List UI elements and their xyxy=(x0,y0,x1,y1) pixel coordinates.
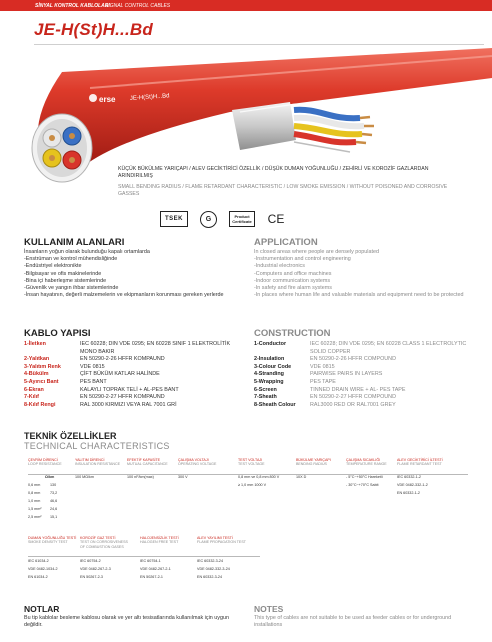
cable-brand-print: erse xyxy=(99,95,116,104)
construction-key: 3-Yalıtım Renk xyxy=(24,363,61,370)
construction-key: 2-Yalıtkan xyxy=(24,356,50,363)
header-capacitance xyxy=(127,458,172,467)
construction-value: ÇİFT BÜKÜM KATLAR HALİNDE xyxy=(80,371,160,378)
header-en: HALOGEN FREE TEST xyxy=(140,540,179,545)
header-tr: TEST VOLTAJI xyxy=(238,458,263,462)
shield-foil xyxy=(232,102,296,150)
construction-value: EN 50290-2-27 HFFR COMPOUND xyxy=(310,394,396,401)
construction-value: EN 50290-2-27 HFFR KOMPAUND xyxy=(80,394,165,401)
header-insulation xyxy=(75,458,120,467)
construction-row xyxy=(254,371,474,379)
construction-row xyxy=(24,371,239,379)
construction-row xyxy=(254,387,474,395)
construction-value: KALAYLI TOPRAK TELİ + AL-PES BANT xyxy=(80,386,179,393)
cable-code-print: JE-H(St)H...Bd xyxy=(129,93,170,102)
test-voltage-value: 0,8 mm ve 0,8 mm 800 V xyxy=(238,475,280,479)
category-bar xyxy=(0,0,492,11)
header-tr: EFEKTİF KAPASİTE xyxy=(127,458,161,462)
gost-badge: G xyxy=(200,211,217,228)
header-en: TEST VOLTAGE xyxy=(238,462,265,467)
loop-size: 0,8 mm xyxy=(28,491,41,495)
loop-size: 2,5 mm² xyxy=(28,515,42,519)
header-en: BENDING RADIUS xyxy=(296,462,327,467)
flame-value: VDE 0482-332-1-2 xyxy=(397,483,428,487)
header-en: FLAME PROPAGATION TEST xyxy=(197,540,246,545)
construction-row xyxy=(254,402,474,410)
construction-row xyxy=(24,394,239,402)
header-tr: YALITIM DİRENCİ xyxy=(75,458,105,462)
category-tr: SİNYAL KONTROL KABLOLARI xyxy=(35,3,110,9)
header-temperature xyxy=(346,458,394,467)
header-flame-retardant xyxy=(397,458,467,467)
construction-key: 6-Ekran xyxy=(24,386,44,393)
loop-unit: Ω/km xyxy=(45,475,55,479)
propagation-test-value: EN 60332-3-24 xyxy=(197,575,223,579)
construction-key: 2-Insulation xyxy=(254,356,285,363)
usage-item: -In places where human life and valuable materials and equipment need to be protected xyxy=(254,292,464,299)
table2-header-rule xyxy=(28,556,260,557)
construction-table-en xyxy=(254,341,474,409)
construction-row xyxy=(254,364,474,372)
smoke-test-value: IEC 61034-2 xyxy=(28,559,49,563)
construction-key: 5-Ayırıcı Bant xyxy=(24,378,59,385)
usage-title-tr: KULLANIM ALANLARI xyxy=(24,237,125,248)
technical-title-en: TECHNICAL CHARACTERISTICS xyxy=(24,441,170,451)
category-en: SIGNAL CONTROL CABLES xyxy=(105,3,171,9)
features-tr: KÜÇÜK BÜKÜLME YARIÇAPI / ALEV GECİKTİRİCİ ÖZELLİK / DÜŞÜK DUMAN YOĞUNLUĞU / ZEHİRLİ VE KOROZİF GAZLARDAN ARINDIRILMIŞ xyxy=(118,166,429,180)
header-operating-voltage xyxy=(178,458,223,467)
halogen-test-value: EN 50267-2-1 xyxy=(140,575,163,579)
usage-item: -Bilgisayar ve ofis makinelerinde xyxy=(24,270,102,277)
notes-text-en: This type of cables are not suitable to be used as feeder cables or for underground installations xyxy=(254,615,452,629)
construction-value: IEC 60228; DIN VDE 0295; EN 60228 CLASS 1 ELECTROLYTIC SOLID COPPER xyxy=(310,341,467,355)
header-en: TEST ON CORROSIVENESS OF COMBUSTION GASES xyxy=(80,540,128,549)
corrosive-test-value: IEC 60754-2 xyxy=(80,559,101,563)
temperature-value: - 5°C~+50°C Hareketli xyxy=(346,475,383,479)
usage-title-en: APPLICATION xyxy=(254,237,318,248)
tsek-badge: TSEK xyxy=(160,211,188,227)
propagation-test-value: IEC 60332-3-24 xyxy=(197,559,224,563)
loop-value: 73,2 xyxy=(50,491,58,495)
construction-key: 8-Sheath Colour xyxy=(254,401,296,408)
usage-item: -İnsan hayatının, değerli malzemelerin ve ekipmanların korunması gereken yerlerde xyxy=(24,292,224,299)
header-en: MUTUAL CAPACITANCE xyxy=(127,462,168,467)
capacitance-value: 100 nF/km(max) xyxy=(127,475,154,479)
corrosive-test-value: VDE 0482-267-2-3 xyxy=(80,567,111,571)
header-tr: ALEV YAYILIMI TESTİ xyxy=(197,536,233,540)
loop-value: 46,6 xyxy=(50,499,58,503)
flame-value: IEC 60332-1-2 xyxy=(397,475,421,479)
usage-item: -Bina içi haberleşme sistemlerinde xyxy=(24,277,107,284)
usage-item: -Industrial electronics xyxy=(254,263,305,270)
halogen-test-value: IEC 60754-1 xyxy=(140,559,161,563)
header-loop-resistance xyxy=(28,458,70,467)
construction-key: 5-Wrapping xyxy=(254,378,284,385)
header-tr: DUMAN YOĞUNLUĞU TESTİ xyxy=(28,536,77,540)
header-en: OPERATING VOLTAGE xyxy=(178,462,217,467)
construction-row xyxy=(24,379,239,387)
construction-key: 8-Kılıf Rengi xyxy=(24,401,56,408)
usage-item: -Endüstriyel elektronikte xyxy=(24,263,82,270)
header-en: LOOP RESISTANCE xyxy=(28,462,62,467)
header-bending-radius xyxy=(296,458,341,467)
flame-value: EN 60332-1-2 xyxy=(397,491,420,495)
usage-item: -Güvenlik ve yangın ihbar sistemlerinde xyxy=(24,285,119,292)
bending-value: 10X D xyxy=(296,475,307,479)
product-certificate-line1: Product xyxy=(234,214,250,219)
construction-key: 7-Kılıf xyxy=(24,394,39,401)
construction-key: 1-Conductor xyxy=(254,341,287,347)
header-tr: ÇALIŞMA VOLTAJI xyxy=(178,458,209,462)
construction-row xyxy=(254,341,474,356)
cable-image xyxy=(0,48,492,204)
usage-item: -Indoor communication systems xyxy=(254,277,331,284)
header-tr: ÇALIŞMA SICAKLIĞI xyxy=(346,458,381,462)
usage-list-tr xyxy=(24,249,239,299)
usage-item: -Instrumentation and control engineering xyxy=(254,256,351,263)
usage-item: In closed areas where people are densely populated xyxy=(254,249,379,255)
product-title: JE-H(St)H...Bd xyxy=(34,20,153,39)
header-flame-propagation xyxy=(197,536,257,545)
header-tr: ALEV GECİKTİRİCİ İLTESTİ xyxy=(397,458,443,462)
halogen-test-value: VDE 0482-267-2-1 xyxy=(140,567,171,571)
smoke-test-value: EN 61034-2 xyxy=(28,575,48,579)
header-test-voltage xyxy=(238,458,283,467)
construction-value: EN 50290-2-26 HFFR KOMPAUND xyxy=(80,356,165,363)
construction-value: VDE 0815 xyxy=(80,363,105,370)
header-tr: HALOJENSİZLİK TESTİ xyxy=(140,536,179,540)
construction-value: TINNED DRAIN WIRE + AL- PES TAPE xyxy=(310,386,406,393)
construction-key: 3-Colour Code xyxy=(254,363,292,370)
construction-key: 4-Stranding xyxy=(254,371,284,378)
usage-item: -Computers and office machines xyxy=(254,270,332,277)
construction-row xyxy=(24,341,239,356)
header-en: SMOKE DENSITY TEST xyxy=(28,540,68,545)
construction-row xyxy=(24,356,239,364)
loop-size: 1,5 mm² xyxy=(28,507,42,511)
construction-table-tr xyxy=(24,341,239,409)
construction-value: VDE 0815 xyxy=(310,363,335,370)
construction-key: 4-Bükülm xyxy=(24,371,49,378)
construction-key: 6-Screen xyxy=(254,386,277,393)
construction-value: RAL 3000 KIRMIZI VEYA RAL 7001 GRİ xyxy=(80,401,177,408)
header-tr: KOROZİF GAZ TESTİ xyxy=(80,536,116,540)
notes-text-tr: Bu tip kablolar besleme kablosu olarak ve yer altı tesisatlarında kullanılmak için uygun değildir. xyxy=(24,615,229,629)
construction-value: PES TAPE xyxy=(310,378,336,385)
construction-row xyxy=(254,379,474,387)
loop-size: 1,0 mm xyxy=(28,499,41,503)
construction-value: PAIRWISE PAIRS IN LAYERS xyxy=(310,371,383,378)
smoke-test-value: VDE 0482-1034-2 xyxy=(28,567,58,571)
header-tr: BÜKÜLME YARIÇAPI xyxy=(296,458,331,462)
loop-size: 0,6 mm xyxy=(28,483,41,487)
loop-value: 24,6 xyxy=(50,507,58,511)
usage-item: İnsanların yoğun olarak bulunduğu kapalı ortamlarda xyxy=(24,249,150,255)
construction-value: RAL3000 RED OR RAL7001 GREY xyxy=(310,401,396,408)
usage-list-en xyxy=(254,249,474,299)
construction-row xyxy=(254,356,474,364)
corrosive-test-value: EN 50267-2-3 xyxy=(80,575,103,579)
title-divider xyxy=(34,44,484,45)
construction-row xyxy=(24,402,239,410)
product-certificate-line2: Certificate xyxy=(232,219,252,224)
header-tr: ÇEVRİM DİRENCİ xyxy=(28,458,58,462)
loop-value: 15,1 xyxy=(50,515,58,519)
construction-value: PES BANT xyxy=(80,378,107,385)
ce-badge: CE xyxy=(267,212,285,226)
usage-item: -Enstrüman ve kontrol mühendisliğinde xyxy=(24,256,118,263)
technical-title-tr: TEKNİK ÖZELLİKLER xyxy=(24,431,117,441)
header-smoke-density xyxy=(28,536,78,545)
operating-voltage-value: 300 V xyxy=(178,475,188,479)
construction-key: 7-Sheath xyxy=(254,394,277,401)
construction-value: EN 50290-2-26 HFFR COMPOUND xyxy=(310,356,396,363)
propagation-test-value: VDE 0482-332-3-24 xyxy=(197,567,230,571)
features-en: SMALL BENDING RADIUS / FLAME RETARDANT CHARACTERISTIC / LOW SMOKE EMISSION / WITHOUT POISONED AND CORROSIVE GASSES xyxy=(118,184,448,198)
header-en: FLAME RETARDANT TEST xyxy=(397,462,442,467)
usage-item: -In safety and fire alarm systems xyxy=(254,285,332,292)
construction-title-en: CONSTRUCTION xyxy=(254,328,331,339)
header-en: TEMPERATURE RANGE xyxy=(346,462,387,467)
header-halogen-free xyxy=(140,536,190,545)
construction-value: IEC 60228; DIN VDE 0295; EN 60228 SINIF 1 ELEKTROLİTİK MONO BAKIR xyxy=(80,341,231,355)
construction-title-tr: KABLO YAPISI xyxy=(24,328,91,339)
temperature-value: - 30°C~+70°C Sabit xyxy=(346,483,379,487)
construction-row xyxy=(254,394,474,402)
insulation-value: 100 MΩ/km xyxy=(75,475,94,479)
product-certificate-badge xyxy=(229,211,255,227)
notes-title-tr: NOTLAR xyxy=(24,604,60,614)
construction-row xyxy=(24,387,239,395)
certification-badges xyxy=(160,210,285,228)
loop-value: 130 xyxy=(50,483,57,487)
header-corrosive-gas xyxy=(80,536,130,549)
construction-key: 1-İletken xyxy=(24,341,46,347)
notes-title-en: NOTES xyxy=(254,604,284,614)
test-voltage-value: ≥ 1,0 mm 1000 V xyxy=(238,483,267,487)
header-en: INSULATION RESISTANCE xyxy=(75,462,120,467)
